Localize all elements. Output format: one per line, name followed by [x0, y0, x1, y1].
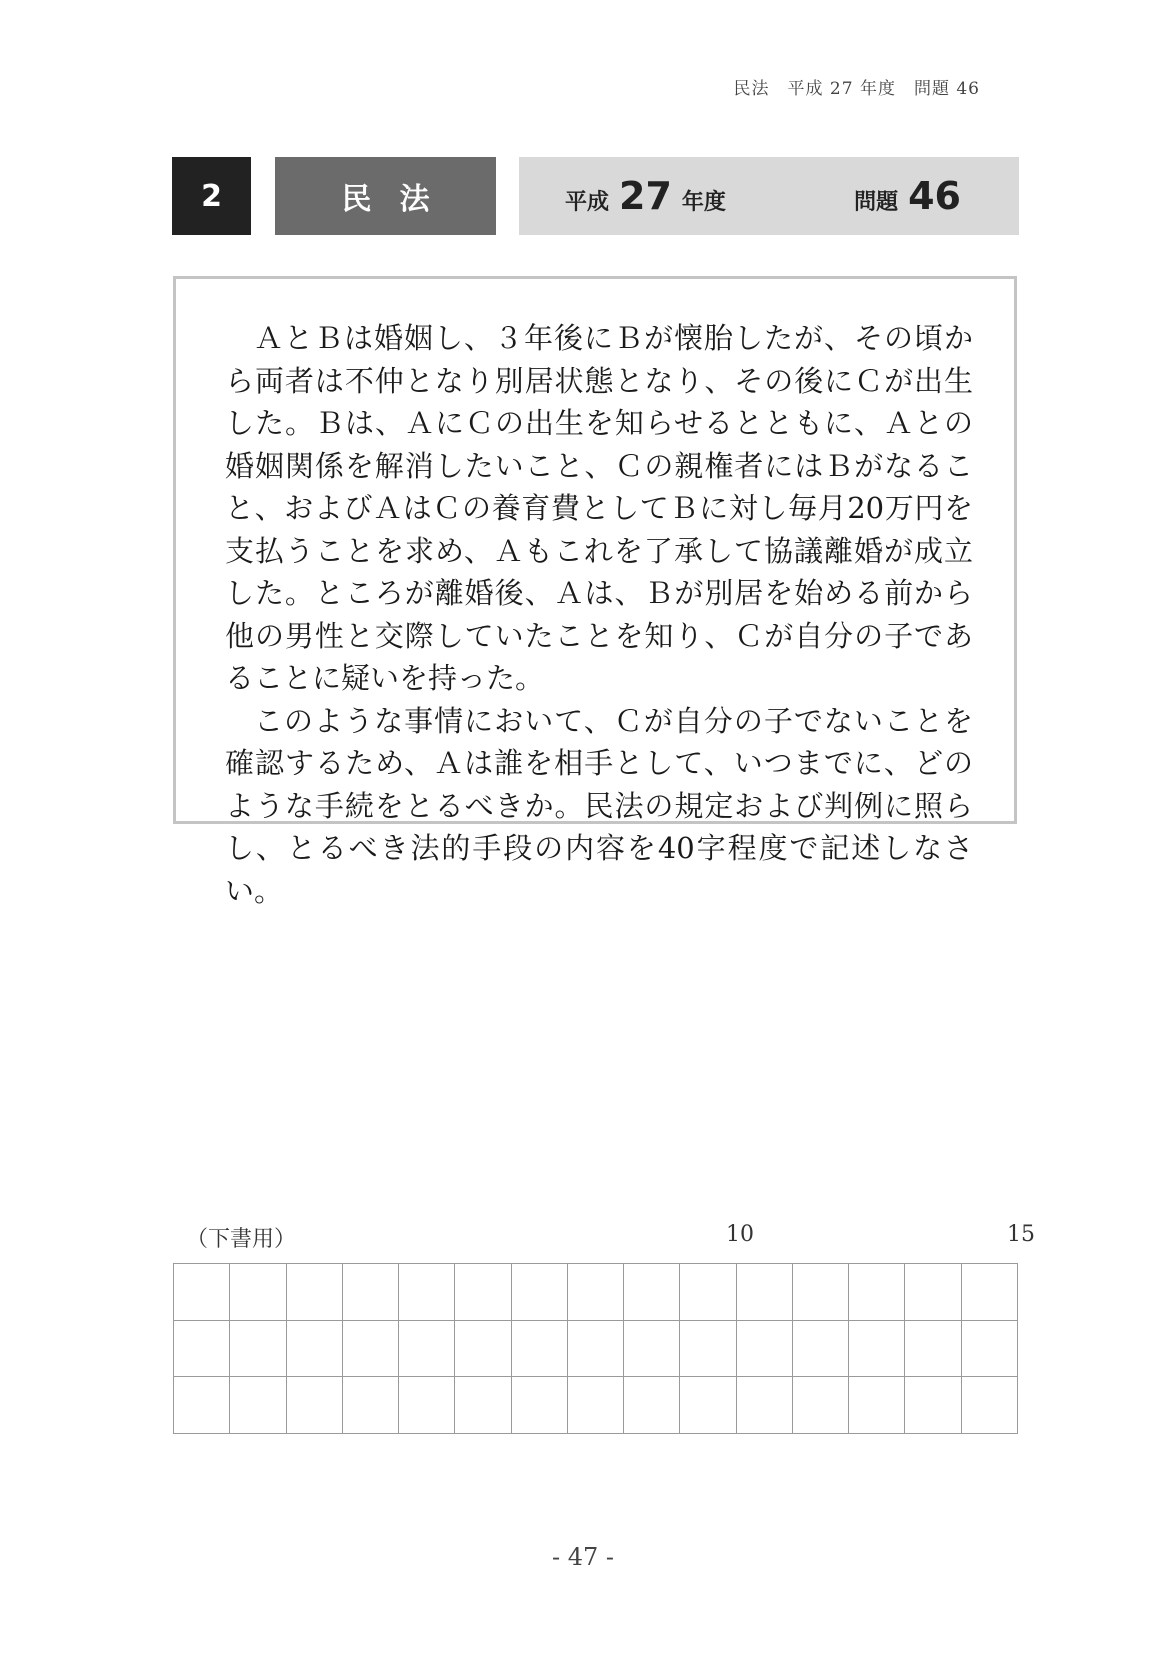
draft-grid-cell[interactable] — [399, 1264, 455, 1321]
draft-grid-cell[interactable] — [399, 1321, 455, 1378]
draft-grid-cell[interactable] — [174, 1377, 230, 1434]
draft-label: （下書用） — [186, 1227, 297, 1252]
page-number: - 47 - — [551, 1543, 614, 1571]
draft-grid-cell[interactable] — [512, 1321, 568, 1378]
draft-grid-cell[interactable] — [568, 1377, 624, 1434]
draft-grid-cell[interactable] — [737, 1264, 793, 1321]
era-label: 平成 — [565, 189, 610, 215]
draft-grid-cell[interactable] — [343, 1264, 399, 1321]
draft-grid-cell[interactable] — [905, 1321, 961, 1378]
question-box — [173, 276, 1017, 908]
draft-grid-cell[interactable] — [512, 1264, 568, 1321]
problem-number: 46 — [908, 174, 961, 218]
draft-grid-cell[interactable] — [849, 1321, 905, 1378]
year-problem-bar — [519, 157, 1019, 235]
draft-grid-cell[interactable] — [399, 1377, 455, 1434]
draft-grid-cell[interactable] — [455, 1321, 511, 1378]
subject-badge — [275, 157, 496, 235]
draft-grid-cell[interactable] — [455, 1377, 511, 1434]
year-group — [565, 157, 726, 235]
draft-grid-cell[interactable] — [680, 1377, 736, 1434]
draft-grid-cell[interactable] — [287, 1321, 343, 1378]
draft-grid-cell[interactable] — [962, 1321, 1018, 1378]
draft-grid-cell[interactable] — [849, 1264, 905, 1321]
question-paragraph-2: このような事情において、Ｃが自分の子でないことを確認するため、Ａは誰を相手として、いつまでに、どのような手続をとるべきか。民法の規定および判例に照らし、とるべき法的手段の内容を40字程度で記述しなさい。 — [225, 703, 973, 908]
draft-grid-cell[interactable] — [568, 1264, 624, 1321]
draft-answer-grid — [173, 1263, 1018, 1434]
question-text — [225, 317, 973, 912]
draft-grid-cell[interactable] — [737, 1321, 793, 1378]
draft-grid-cell[interactable] — [568, 1321, 624, 1378]
draft-grid-cell[interactable] — [905, 1264, 961, 1321]
running-head: 民法 平成 27 年度 問題 46 — [733, 79, 980, 99]
problem-label: 問題 — [854, 189, 899, 215]
draft-grid-cell[interactable] — [230, 1264, 286, 1321]
year-suffix: 年度 — [681, 189, 726, 215]
draft-grid-cell[interactable] — [680, 1264, 736, 1321]
question-paragraph-1: ＡとＢは婚姻し、３年後にＢが懐胎したが、その頃から両者は不仲となり別居状態となり、その後にＣが出生した。Ｂは、ＡにＣの出生を知らせるとともに、Ａとの婚姻関係を解消したいこと、Ｃの親権者にはＢがなること、およびＡはＣの養育費としてＢに対し毎月20万円を支払うことを求め、Ａもこれを了承して協議離婚が成立した。ところが離婚後、Ａは、Ｂが別居を始める前から他の男性と交際していたことを知り、Ｃが自分の子であることに疑いを持った。 — [225, 321, 973, 695]
draft-grid-cell[interactable] — [512, 1377, 568, 1434]
year-number: 27 — [619, 174, 672, 218]
draft-grid-cell[interactable] — [849, 1377, 905, 1434]
draft-grid-cell[interactable] — [230, 1321, 286, 1378]
column-marker-15: 15 — [1007, 1222, 1035, 1247]
draft-grid-cell[interactable] — [962, 1377, 1018, 1434]
draft-grid-cell[interactable] — [174, 1264, 230, 1321]
draft-grid-cell[interactable] — [624, 1264, 680, 1321]
draft-grid-cell[interactable] — [230, 1377, 286, 1434]
draft-grid-cell[interactable] — [793, 1321, 849, 1378]
section-number-badge — [172, 157, 251, 235]
draft-grid-cell[interactable] — [737, 1377, 793, 1434]
subject-label: 民法 — [341, 182, 458, 217]
draft-grid-cell[interactable] — [287, 1264, 343, 1321]
draft-grid-cell[interactable] — [962, 1264, 1018, 1321]
draft-grid-cell[interactable] — [343, 1321, 399, 1378]
draft-grid-cell[interactable] — [624, 1377, 680, 1434]
problem-group — [854, 157, 961, 235]
section-number: 2 — [201, 178, 222, 214]
draft-grid-cell[interactable] — [287, 1377, 343, 1434]
draft-grid-cell[interactable] — [680, 1321, 736, 1378]
draft-grid-cell[interactable] — [174, 1321, 230, 1378]
draft-grid-cell[interactable] — [793, 1264, 849, 1321]
column-marker-10: 10 — [726, 1222, 754, 1247]
draft-grid-cell[interactable] — [455, 1264, 511, 1321]
draft-grid-cell[interactable] — [343, 1377, 399, 1434]
draft-grid-cell[interactable] — [793, 1377, 849, 1434]
draft-grid-cell[interactable] — [624, 1321, 680, 1378]
draft-grid-cell[interactable] — [905, 1377, 961, 1434]
